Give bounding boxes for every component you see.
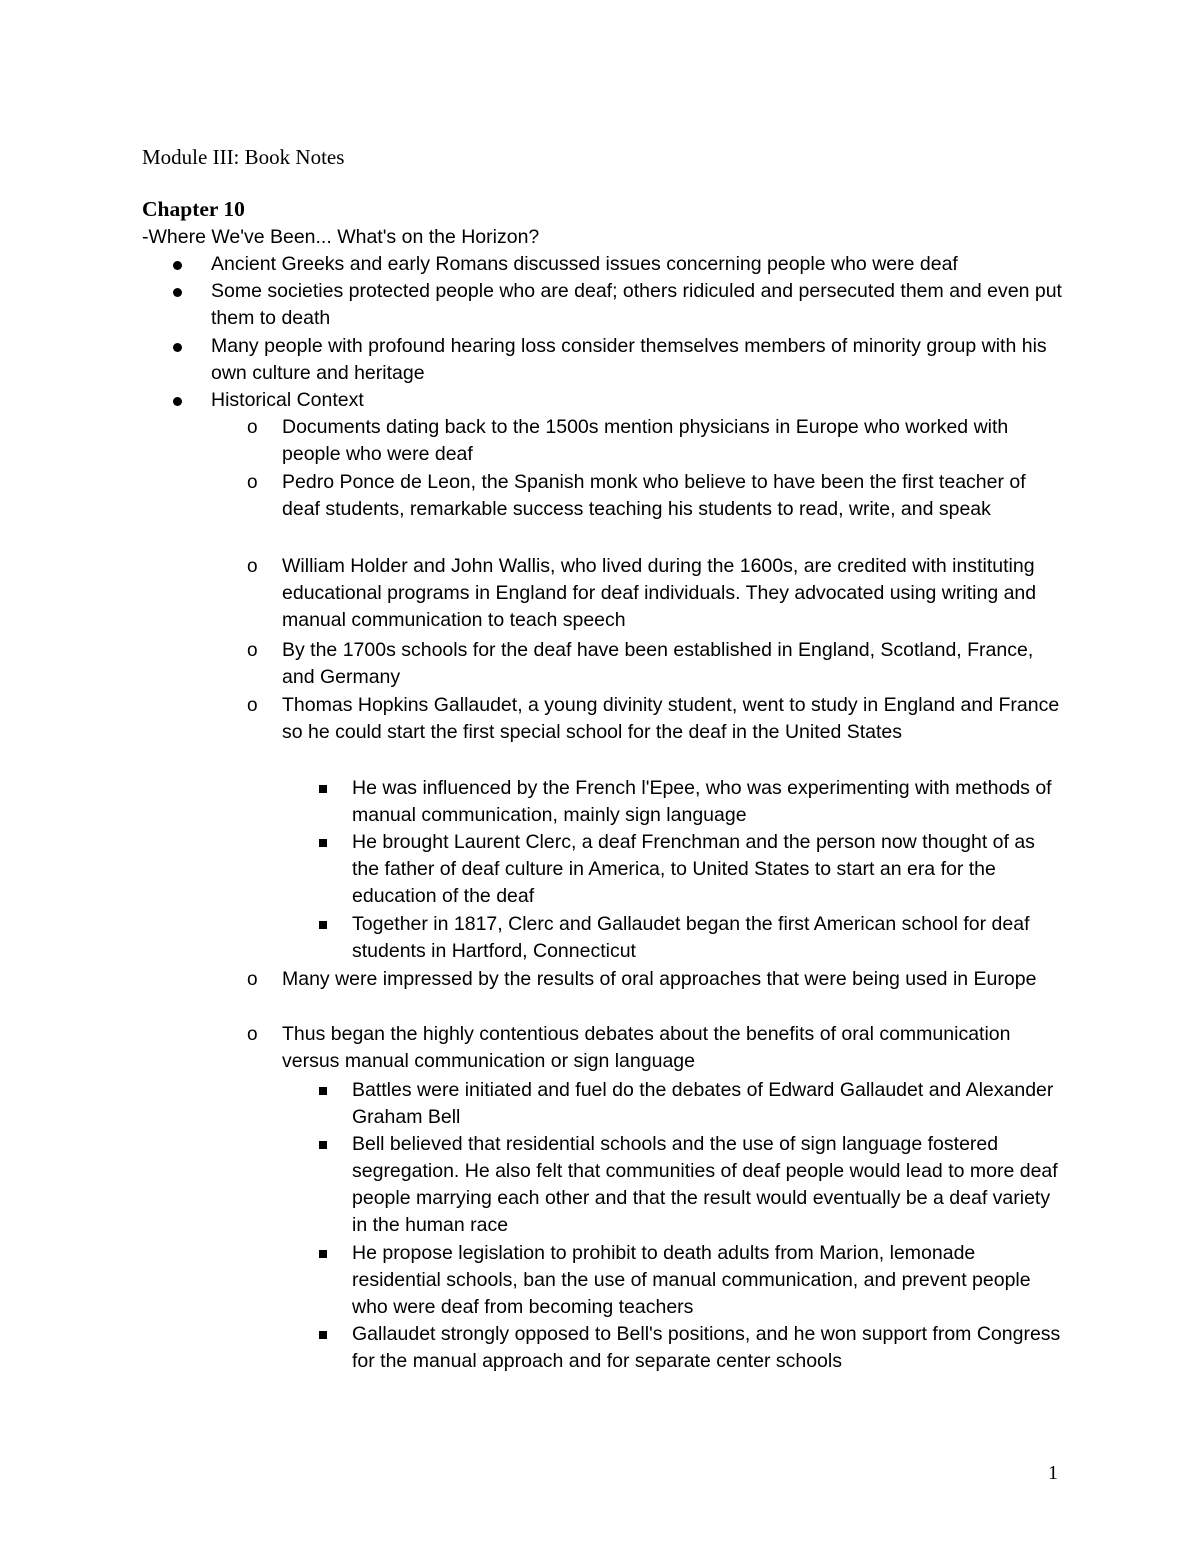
list-item-text: Gallaudet strongly opposed to Bell's positions, and he won support from Congress for the manual approach and for separate center schools: [352, 1323, 1061, 1373]
list-item: [211, 278, 1071, 332]
list-item-text: Thus began the highly contentious debates about the benefits of oral communication versus manual communication or sign language: [282, 1023, 1011, 1073]
list-item-text: Some societies protected people who are deaf; others ridiculed and persecuted them and even put them to death: [211, 280, 1062, 330]
list-item: [352, 1077, 1067, 1131]
list-item: [352, 775, 1067, 829]
section-heading: -Where We've Been... What's on the Horizon?: [142, 226, 540, 248]
square-bullet-icon: [319, 1087, 327, 1095]
filled-circle-bullet-icon: [173, 288, 182, 297]
list-item-text: Together in 1817, Clerc and Gallaudet began the first American school for deaf students in Hartford, Connecticut: [352, 913, 1030, 963]
square-bullet-icon: [319, 1141, 327, 1149]
list-item: [247, 553, 1062, 634]
hollow-o-bullet-icon: o: [247, 695, 258, 716]
list-item: [211, 387, 1071, 414]
module-title: Module III: Book Notes: [142, 145, 345, 169]
list-item: [211, 251, 1071, 278]
hollow-o-bullet-icon: o: [247, 969, 258, 990]
filled-circle-bullet-icon: [173, 343, 182, 352]
filled-circle-bullet-icon: [173, 261, 182, 270]
list-item-text: Ancient Greeks and early Romans discussed issues concerning people who were deaf: [211, 253, 958, 275]
list-item-text: Many people with profound hearing loss consider themselves members of minority group with his own culture and heritage: [211, 335, 1047, 385]
list-item-text: Documents dating back to the 1500s mention physicians in Europe who worked with people who were deaf: [282, 416, 1009, 466]
list-item-text: Pedro Ponce de Leon, the Spanish monk who believe to have been the first teacher of deaf students, remarkable success teaching his students to read, write, and speak: [282, 471, 1026, 521]
square-bullet-icon: [319, 921, 327, 929]
list-item: [211, 333, 1071, 387]
hollow-o-bullet-icon: o: [247, 417, 258, 438]
list-item: [247, 692, 1062, 746]
list-item-text: Historical Context: [211, 389, 364, 411]
hollow-o-bullet-icon: o: [247, 640, 258, 661]
list-item: [352, 1240, 1067, 1321]
list-item: [352, 1131, 1067, 1239]
chapter-heading: Chapter 10: [142, 197, 245, 221]
list-item-text: He brought Laurent Clerc, a deaf Frenchman and the person now thought of as the father of deaf culture in America, to United States to start an era for the education of the deaf: [352, 831, 1035, 908]
hollow-o-bullet-icon: o: [247, 556, 258, 577]
list-item-text: Many were impressed by the results of oral approaches that were being used in Europe: [282, 968, 1037, 990]
square-bullet-icon: [319, 839, 327, 847]
list-item: [247, 414, 1062, 468]
list-item: [247, 637, 1062, 691]
page-number: 1: [1048, 1462, 1058, 1484]
hollow-o-bullet-icon: o: [247, 472, 258, 493]
hollow-o-bullet-icon: o: [247, 1024, 258, 1045]
filled-circle-bullet-icon: [173, 397, 182, 406]
list-item: [247, 966, 1062, 993]
list-item: [352, 1321, 1067, 1375]
square-bullet-icon: [319, 1250, 327, 1258]
list-item: [352, 911, 1067, 965]
list-item-text: He propose legislation to prohibit to death adults from Marion, lemonade residential schools, ban the use of manual communication, and prevent people who were deaf from becoming teachers: [352, 1242, 1031, 1319]
square-bullet-icon: [319, 1331, 327, 1339]
list-item: [352, 829, 1067, 910]
list-item-text: He was influenced by the French l'Epee, who was experimenting with methods of manual communication, mainly sign language: [352, 777, 1052, 827]
list-item-text: William Holder and John Wallis, who lived during the 1600s, are credited with instituting educational programs in England for deaf individuals. They advocated using writing and manual communication to teach speech: [282, 555, 1037, 632]
list-item-text: Bell believed that residential schools and the use of sign language fostered segregation. He also felt that communities of deaf people would lead to more deaf people marrying each other and that the result would eventually be a deaf variety in the human race: [352, 1133, 1058, 1237]
list-item-text: Thomas Hopkins Gallaudet, a young divinity student, went to study in England and France so he could start the first special school for the deaf in the United States: [282, 694, 1060, 744]
list-item-text: By the 1700s schools for the deaf have been established in England, Scotland, France, and Germany: [282, 639, 1034, 689]
list-item-text: Battles were initiated and fuel do the debates of Edward Gallaudet and Alexander Graham Bell: [352, 1079, 1054, 1129]
list-item: [247, 469, 1062, 523]
square-bullet-icon: [319, 785, 327, 793]
list-item: [247, 1021, 1062, 1075]
